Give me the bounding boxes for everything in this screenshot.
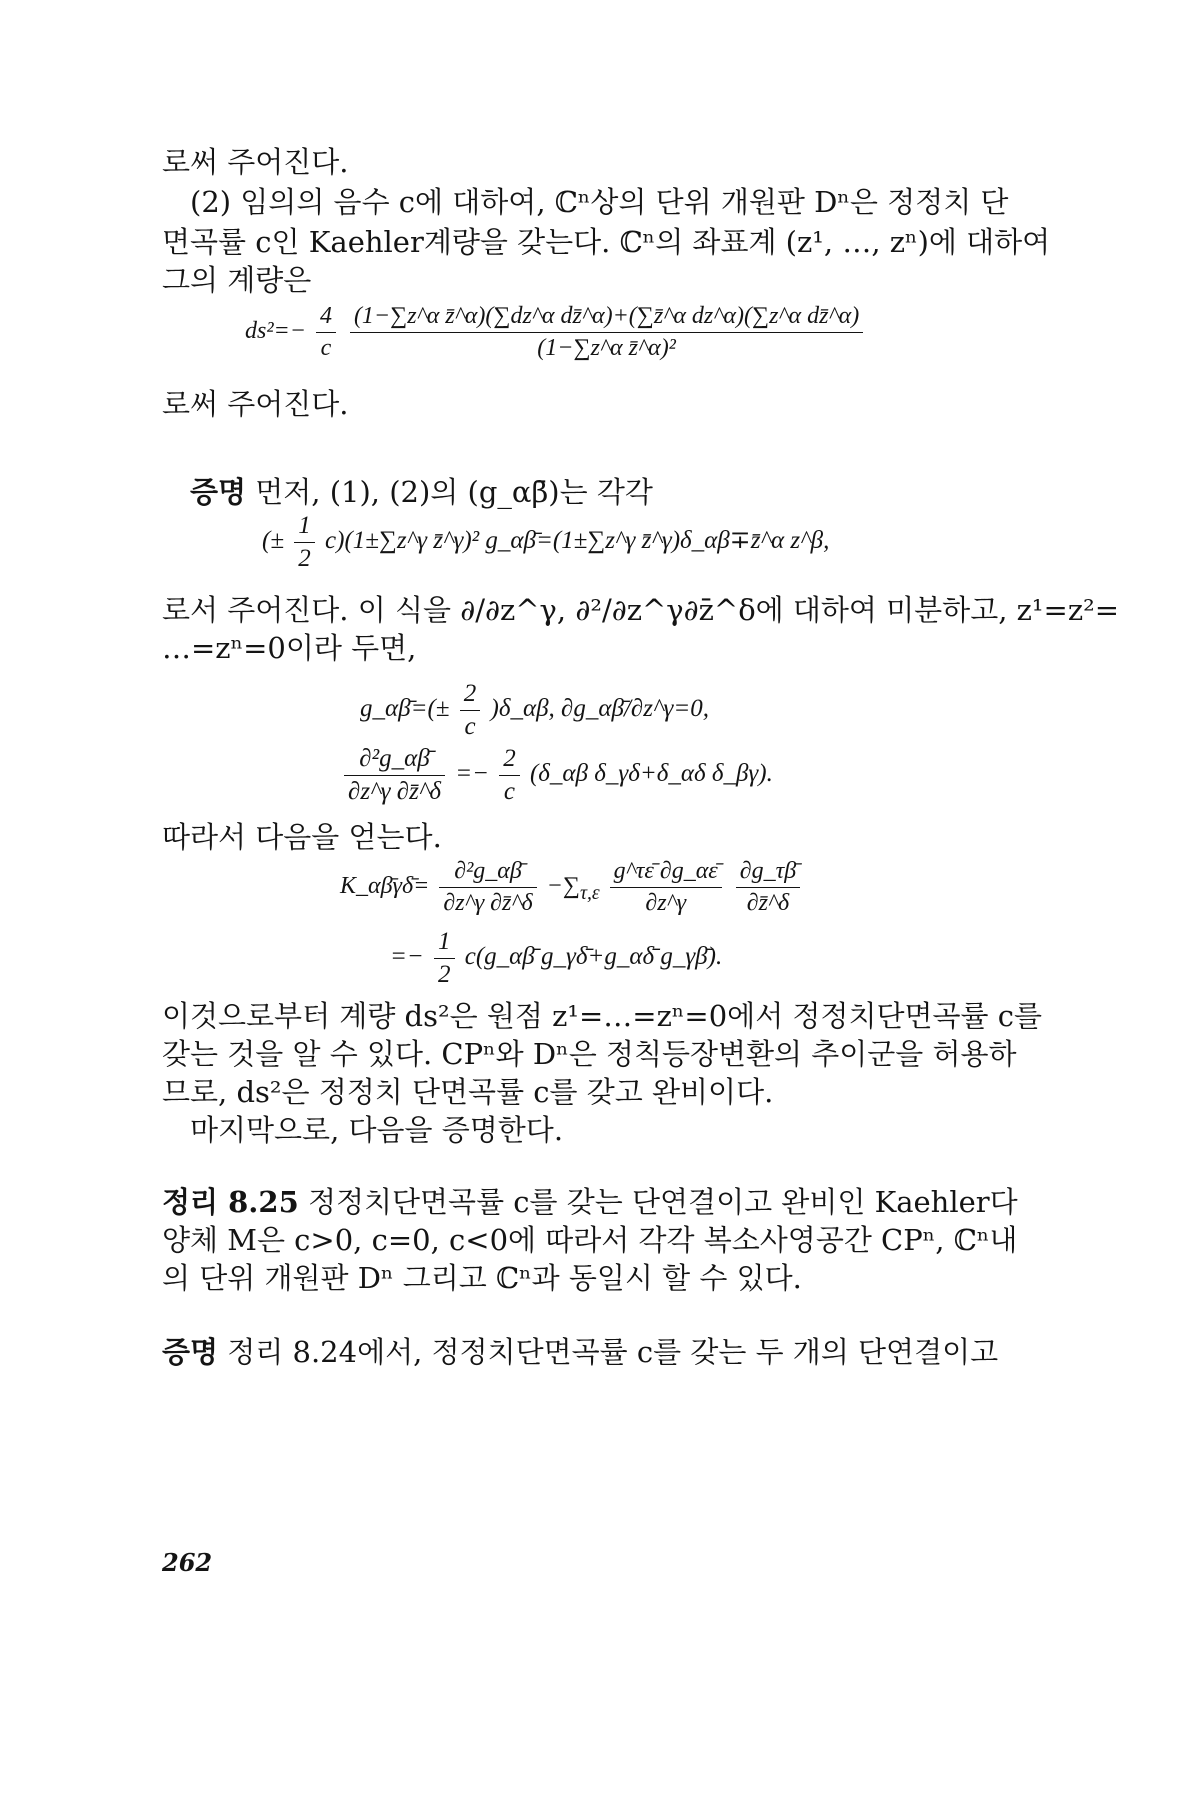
text-line: 므로, ds²은 정정치 단면곡률 c를 갖고 완비이다. [162,1075,774,1109]
eq-part: =− [455,760,489,788]
equation-curvature [340,858,804,917]
text-line: 갖는 것을 알 수 있다. CPⁿ와 Dⁿ은 정칙등장변환의 추이군을 허용하 [162,1037,1017,1071]
frac-denominator: 2 [298,545,311,572]
text-line: 로써 주어진다. [162,145,349,179]
equation-derivative [360,680,709,741]
theorem-heading [162,1180,1018,1221]
frac-denominator: c [464,713,476,740]
text-line: 마지막으로, 다음을 증명한다. [190,1113,564,1147]
equation-metric [245,303,867,362]
sum-index: τ,ε [579,881,600,904]
eq-part: (δ_αβ δ_γδ+δ_αδ δ_βγ). [529,760,773,788]
theorem-label: 정리 8.25 [162,1185,299,1219]
text-line: …=zⁿ=0이라 두면, [162,631,417,665]
text-line: 이것으로부터 계량 ds²은 원점 z¹=…=zⁿ=0에서 정정치단면곡률 c를 [162,999,1042,1033]
curvature-term-3 [736,858,800,917]
frac-denominator: 2 [438,961,451,988]
text-line: 따라서 다음을 얻는다. [162,820,442,854]
frac-numerator: (1−∑z^α z̄^α)(∑dz^α dz̄^α)+(∑z̄^α dz^α)(∑z^α dz̄^α) [350,303,863,333]
frac-numerator: ∂g_τβ̄ [736,858,800,888]
text-line: 의 단위 개원판 Dⁿ 그리고 ℂⁿ과 동일시 할 수 있다. [162,1261,802,1295]
eq-part: g_αβ̄=(± [360,695,450,723]
frac-denominator: (1−∑z^α z̄^α)² [537,335,676,361]
text-line: 면곡률 c인 Kaehler계량을 갖는다. ℂⁿ의 좌표계 (z¹, …, zⁿ)에 대하여 [162,225,1051,259]
proof-label: 증명 [162,1335,219,1369]
eq-part: =− [390,943,424,971]
text-line: (2) 임의의 음수 c에 대하여, ℂⁿ상의 단위 개원판 Dⁿ은 정정치 단 [190,185,1009,219]
text-line: 로써 주어진다. [162,387,349,421]
theorem-text: 정정치단면곡률 c를 갖는 단연결이고 완비인 Kaehler다 [307,1185,1018,1219]
frac-denominator: ∂z^γ [645,890,687,916]
half-fraction [294,512,315,573]
equation-metric-coefficients [262,512,829,573]
proof-text: 먼저, (1), (2)의 (g_αβ̄)는 각각 [255,475,653,509]
coefficient-fraction [316,303,336,362]
proof-label: 증명 [190,475,247,509]
frac-numerator: ∂²g_αβ̄ [344,745,445,776]
eq-part: K_αβ̄γδ̄= [340,873,430,900]
frac-numerator: 1 [294,512,315,543]
eq-part: )δ_αβ, ∂g_αβ̄/∂z^γ=0, [490,695,709,723]
frac-numerator: 1 [434,928,455,959]
proof-heading [190,470,653,511]
frac-denominator: ∂z̄^δ [746,890,790,916]
metric-fraction [350,303,863,362]
text-line: 그의 계량은 [162,263,312,297]
equation-second-derivative [340,745,773,806]
two-over-c [499,745,520,806]
frac-numerator: ∂²g_αβ̄ [439,858,536,888]
frac-numerator: 2 [460,680,481,711]
eq-part: −∑ [546,873,580,900]
frac-denominator: ∂z^γ ∂z̄^δ [443,890,533,916]
frac-denominator: c [503,778,516,805]
frac-denominator: c [320,335,332,361]
eq-part: c)(1±∑z^γ z̄^γ)² g_αβ̄=(1±∑z^γ z̄^γ)δ_αβ∓z̄^α z^β, [325,527,830,555]
text-line: 양체 M은 c>0, c=0, c<0에 따라서 각각 복소사영공간 CPⁿ, ℂⁿ내 [162,1223,1018,1257]
frac-numerator: 2 [499,745,520,776]
equation-curvature-result [390,928,722,989]
eq-part: c(g_αβ̄ g_γδ̄+g_αδ̄ g_γβ̄). [464,943,723,971]
second-derivative-fraction [344,745,445,806]
curvature-term-1 [439,858,536,917]
two-over-c [460,680,481,741]
eq-part: (± [262,527,285,555]
page-number: 262 [162,1548,213,1577]
text-line: 로서 주어진다. 이 식을 ∂/∂z^γ, ∂²/∂z^γ∂z̄^δ에 대하여 미분하고, z¹=z²= [162,593,1120,627]
eq-lhs: ds²=− [245,318,306,345]
half-fraction [434,928,455,989]
frac-numerator: g^τε̄ ∂g_αε̄ [610,858,722,888]
curvature-term-2 [610,858,722,917]
proof-text: 정리 8.24에서, 정정치단면곡률 c를 갖는 두 개의 단연결이고 [227,1335,999,1369]
frac-denominator: ∂z^γ ∂z̄^δ [348,778,441,805]
frac-numerator: 4 [316,303,336,333]
proof-heading [162,1330,998,1371]
